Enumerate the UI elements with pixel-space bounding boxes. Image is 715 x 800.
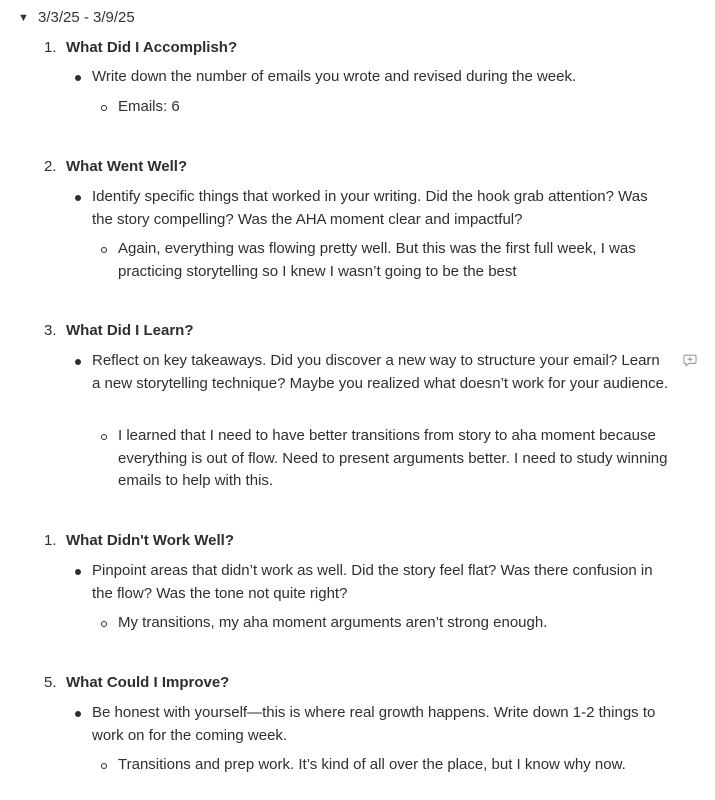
sub-list-item[interactable]: Again, everything was flowing pretty well. But this was the first full week, I was practicing storytelling so I knew I wasn’t going to be the best	[118, 238, 674, 283]
section-title[interactable]: What Could I Improve?	[66, 674, 230, 691]
list-item[interactable]: Reflect on key takeaways. Did you discover a new way to structure your email? Learn a new storytelling technique? Maybe you realized what doesn’t work for your audience.	[92, 350, 672, 395]
sub-list-item[interactable]: Transitions and prep work. It’s kind of all over the place, but I know why now.	[118, 754, 674, 777]
section-title[interactable]: What Didn't Work Well?	[66, 532, 235, 549]
sub-list-item[interactable]: I learned that I need to have better transitions from story to aha moment because everything is out of flow. Need to present arguments better. I need to study winning emails to help with this.	[118, 425, 674, 493]
list-number: 2.	[44, 158, 57, 175]
sub-list-item[interactable]: My transitions, my aha moment arguments aren’t strong enough.	[118, 612, 674, 635]
section-title[interactable]: What Did I Learn?	[66, 322, 194, 339]
list-number: 1.	[44, 39, 57, 56]
list-item[interactable]: Be honest with yourself—this is where real growth happens. Write down 1-2 things to work on for the coming week.	[92, 702, 672, 747]
toggle-title[interactable]: 3/3/25 - 3/9/25	[38, 9, 135, 26]
section-title[interactable]: What Went Well?	[66, 158, 188, 175]
toggle-block[interactable]	[18, 7, 135, 29]
triangle-down-icon[interactable]: ▼	[18, 12, 29, 24]
list-item[interactable]: Pinpoint areas that didn’t work as well. Did the story feel flat? Was there confusion in the flow? Was the tone not quite right?	[92, 560, 672, 605]
section-title[interactable]: What Did I Accomplish?	[66, 39, 238, 56]
sub-list-item[interactable]: Emails: 6	[118, 96, 674, 119]
list-item[interactable]: Identify specific things that worked in your writing. Did the hook grab attention? Was the story compelling? Was the AHA moment clear and impactful?	[92, 186, 672, 231]
list-number: 1.	[44, 532, 57, 549]
list-item[interactable]: Write down the number of emails you wrote and revised during the week.	[92, 66, 672, 89]
list-number: 3.	[44, 322, 57, 339]
add-comment-icon[interactable]	[683, 354, 697, 367]
list-number: 5.	[44, 674, 57, 691]
